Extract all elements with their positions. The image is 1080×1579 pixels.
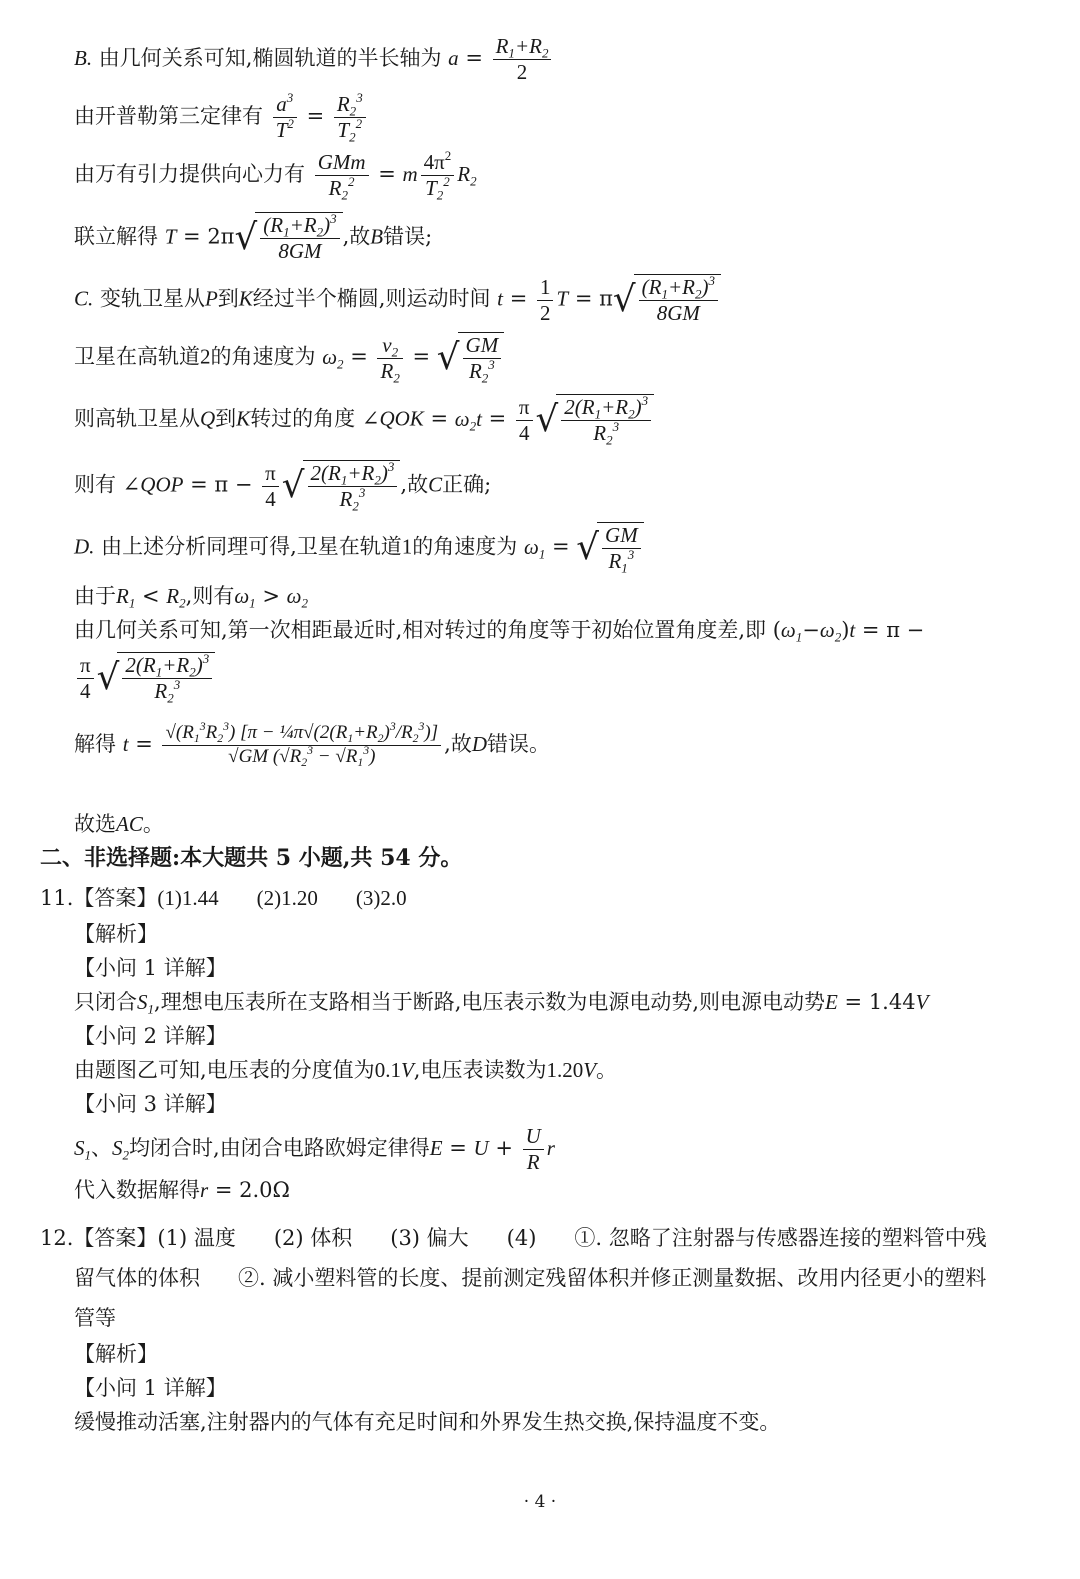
line-angle-qop: 则有 ∠QOP = π − $\frac{\pi}{4}$ √ $\frac{2(R_1+R_2)^3}{R_2^3}$ ,故C正确; xyxy=(74,458,492,514)
q12-s1: 缓慢推动活塞,注射器内的气体有充足时间和外界发生热交换,保持温度不变。 xyxy=(74,1410,781,1434)
fraction: $\frac{R_1+R_2}{2}$ xyxy=(493,34,552,85)
fraction: $\frac{\text{GMm}}{R_2^2}$ xyxy=(315,150,369,201)
q11-s1: 只闭合$S_1$,理想电压表所在支路相当于断路,电压表示数为电源电动势,则电源电动势E = 1.44V xyxy=(74,990,929,1017)
line-angle-qok: 则高轨卫星从Q到K转过的角度 ∠QOK = $\omega_2t$ = $\frac{\pi}{4}$ √ $\frac{2(R_1+R_2)^3}{R_2^3}$ xyxy=(74,394,654,446)
text: 联立解得 xyxy=(74,224,158,249)
option-d-label: D. xyxy=(74,534,95,559)
fraction: $\frac{4\pi^2}{T_2^2}$ xyxy=(421,150,455,201)
fraction: $\frac{R_2^3}{T_2^2}$ xyxy=(334,92,366,143)
sqrt: √ $\frac{(R_1+R_2)^3}{8GM}$ xyxy=(234,212,342,264)
line-b-semimajor: B. 由几何关系可知,椭圆轨道的半长轴为 a = $\frac{R_1+R_2}{2}$ xyxy=(74,34,554,85)
q12-answer-cont2: 管等 xyxy=(74,1306,116,1330)
text: 由几何关系可知,椭圆轨道的半长轴为 xyxy=(98,46,442,71)
q11-s4: 代入数据解得r = 2.0Ω xyxy=(74,1178,290,1202)
line-compare: 由于$R_1 < R_2$,则有$\omega_1 > \omega_2$ xyxy=(74,584,308,611)
option-c-label: C. xyxy=(74,286,94,311)
page-number: · 4 · xyxy=(523,1492,557,1512)
q11-s3: $S_1$、$S_2$均闭合时,由闭合电路欧姆定律得E = U + $\frac{U}{R}$ r xyxy=(74,1124,555,1175)
q12-answer: 12.【答案】(1) 温度 (2) 体积 (3) 偏大 (4) ①. 忽略了注射器与传感器连接的塑料管中残 xyxy=(40,1226,987,1250)
line-solve-t: 解得 t = $\frac{√(R_1^3R_2^3) [\pi - \frac{1}{4}\pi√(2(R_1+R_2)^3/R_2^3)]}{√GM (√R_2^3 - √R_1^3)}$ ,故D错误。 xyxy=(74,719,551,769)
line-relative-angle-cont: $\frac{\pi}{4}$ √ $\frac{2(R_1+R_2)^3}{R_2^3}$ xyxy=(74,652,215,704)
q11-sub2: 【小问 2 详解】 xyxy=(74,1024,227,1048)
q12-answer-cont: 留气体的体积 ②. 减小塑料管的长度、提前测定残留体积并修正测量数据、改用内径更小的塑料 xyxy=(74,1266,987,1290)
fraction: $\frac{a^3}{T^2}$ xyxy=(273,92,297,143)
q11-jiexi: 【解析】 xyxy=(74,922,158,946)
option-b-label: B. xyxy=(74,46,93,71)
line-d-omega1: D. 由上述分析同理可得,卫星在轨道1的角速度为 $\omega_1$ = √ $\frac{GM}{R_1^3}$ xyxy=(74,522,644,574)
text: 由万有引力提供向心力有 xyxy=(74,162,305,187)
q12-sub1: 【小问 1 详解】 xyxy=(74,1376,227,1400)
line-gravitation: 由万有引力提供向心力有 $\frac{\text{GMm}}{R_2^2}$ = m $\frac{4\pi^2}{T_2^2}$ $R_2$ xyxy=(74,147,477,203)
line-omega2: 卫星在高轨道2的角速度为 $\omega_2$ = $\frac{v_2}{R_2}$ = √ $\frac{GM}{R_2^3}$ xyxy=(74,332,504,384)
line-choose: 故选AC。 xyxy=(74,812,164,836)
q11-answer: 11.【答案】(1)1.44 (2)1.20 (3)2.0 xyxy=(40,886,407,910)
line-kepler: 由开普勒第三定律有 $\frac{a^3}{T^2}$ = $\frac{R_2^3}{T_2^2}$ xyxy=(74,92,369,143)
text: 由开普勒第三定律有 xyxy=(74,104,263,129)
line-c-time: C. 变轨卫星从P到K经过半个椭圆,则运动时间 t = $\frac{1}{2}$ T = π√ $\frac{(R_1+R_2)^3}{8GM}$ xyxy=(74,274,721,326)
section-heading: 二、非选择题:本大题共 5 小题,共 54 分。 xyxy=(40,845,463,871)
q11-sub3: 【小问 3 详解】 xyxy=(74,1092,227,1116)
line-relative-angle: 由几何关系可知,第一次相距最近时,相对转过的角度等于初始位置角度差,即 $(\omega_1-\omega_2)t = \pi$ − xyxy=(74,618,925,645)
q12-jiexi: 【解析】 xyxy=(74,1342,158,1366)
q11-s2: 由题图乙可知,电压表的分度值为0.1V,电压表读数为1.20V。 xyxy=(74,1058,618,1082)
formula: a xyxy=(448,46,459,71)
line-solve-T: 联立解得 T = 2π√ $\frac{(R_1+R_2)^3}{8GM}$ ,故B错误; xyxy=(74,210,433,264)
q11-sub1: 【小问 1 详解】 xyxy=(74,956,227,980)
